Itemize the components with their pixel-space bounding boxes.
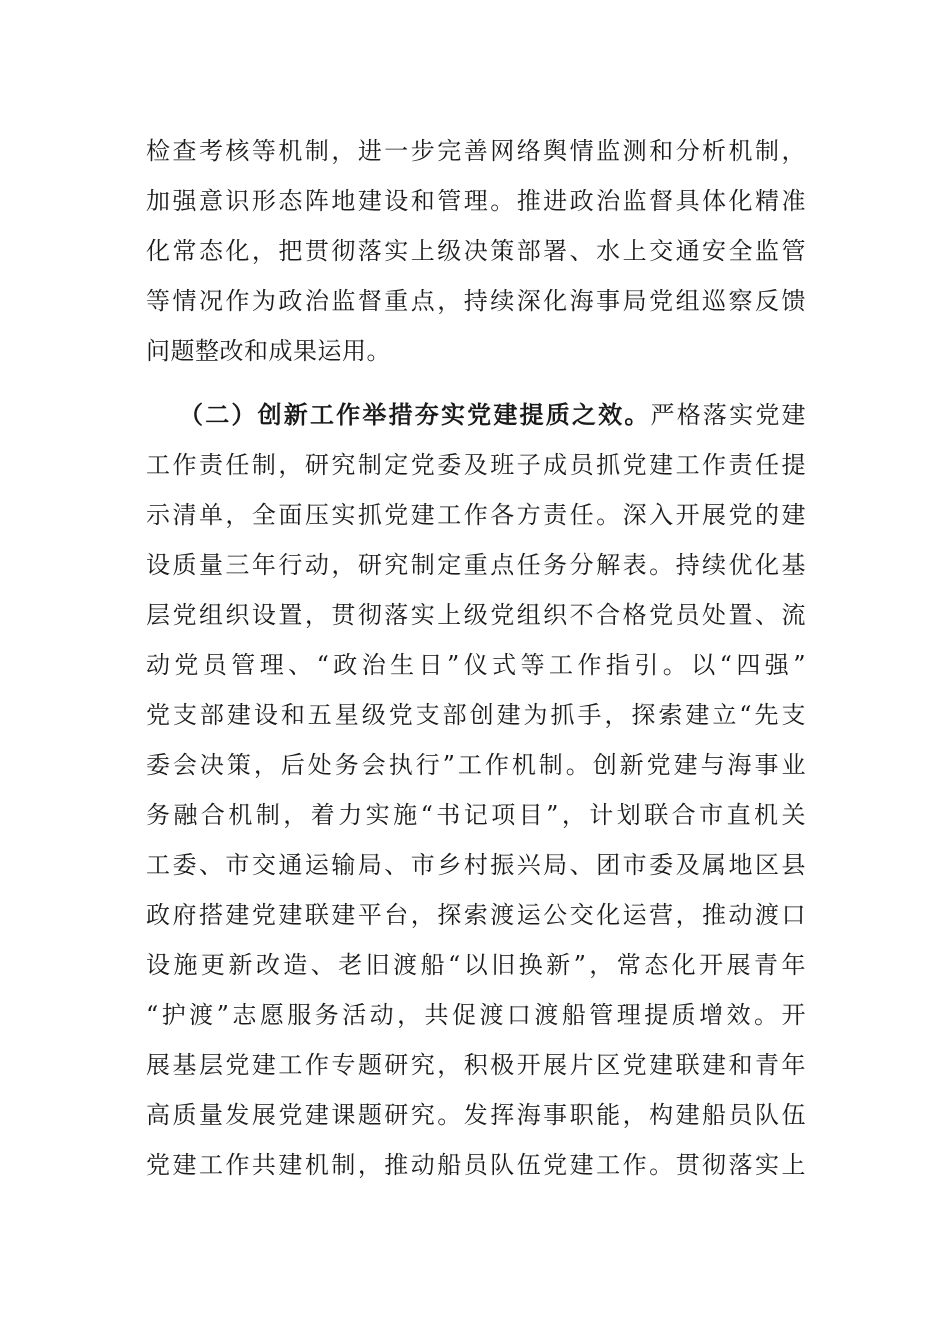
paragraph-1: [146, 126, 806, 376]
text-line: 示清单，全面压实抓党建工作各方责任。深入开展党的建: [146, 501, 806, 529]
text-line: 高质量发展党建课题研究。发挥海事职能，构建船员队伍: [146, 1101, 806, 1129]
text-line: 务融合机制，着力实施“书记项目”，计划联合市直机关: [146, 801, 806, 829]
text-line: “护渡”志愿服务活动，共促渡口渡船管理提质增效。开: [146, 1001, 806, 1029]
text-line: 工委、市交通运输局、市乡村振兴局、团市委及属地区县: [146, 851, 806, 879]
section-heading: （二）创新工作举措夯实党建提质之效。: [179, 400, 651, 429]
text-line: 政府搭建党建联建平台，探索渡运公交化运营，推动渡口: [146, 901, 806, 929]
text-line: 问题整改和成果运用。: [146, 337, 391, 365]
text-line: 设质量三年行动，研究制定重点任务分解表。持续优化基: [146, 551, 806, 579]
document-body: [146, 126, 806, 1190]
paragraph-2-first-line: [146, 390, 806, 440]
text-line: 层党组织设置，贯彻落实上级党组织不合格党员处置、流: [146, 601, 806, 629]
text-line: 动党员管理、“政治生日”仪式等工作指引。以“四强”: [146, 651, 806, 679]
text-line: 检查考核等机制，进一步完善网络舆情监测和分析机制，: [146, 137, 806, 165]
text-line: 化常态化，把贯彻落实上级决策部署、水上交通安全监管: [146, 237, 806, 265]
text-line: 等情况作为政治监督重点，持续深化海事局党组巡察反馈: [146, 287, 806, 315]
text-line: 工作责任制，研究制定党委及班子成员抓党建工作责任提: [146, 451, 806, 479]
text-line: 设施更新改造、老旧渡船“以旧换新”，常态化开展青年: [146, 951, 806, 979]
text-line: 委会决策，后处务会执行”工作机制。创新党建与海事业: [146, 751, 806, 779]
paragraph-gap: [146, 376, 806, 390]
first-line-text: 严格落实党建: [650, 401, 807, 429]
text-line: 党支部建设和五星级党支部创建为抓手，探索建立“先支: [146, 701, 806, 729]
text-line: 展基层党建工作专题研究，积极开展片区党建联建和青年: [146, 1051, 806, 1079]
text-line: 加强意识形态阵地建设和管理。推进政治监督具体化精准: [146, 187, 806, 215]
text-line: 党建工作共建机制，推动船员队伍党建工作。贯彻落实上: [146, 1151, 806, 1179]
paragraph-2: [146, 390, 806, 1190]
